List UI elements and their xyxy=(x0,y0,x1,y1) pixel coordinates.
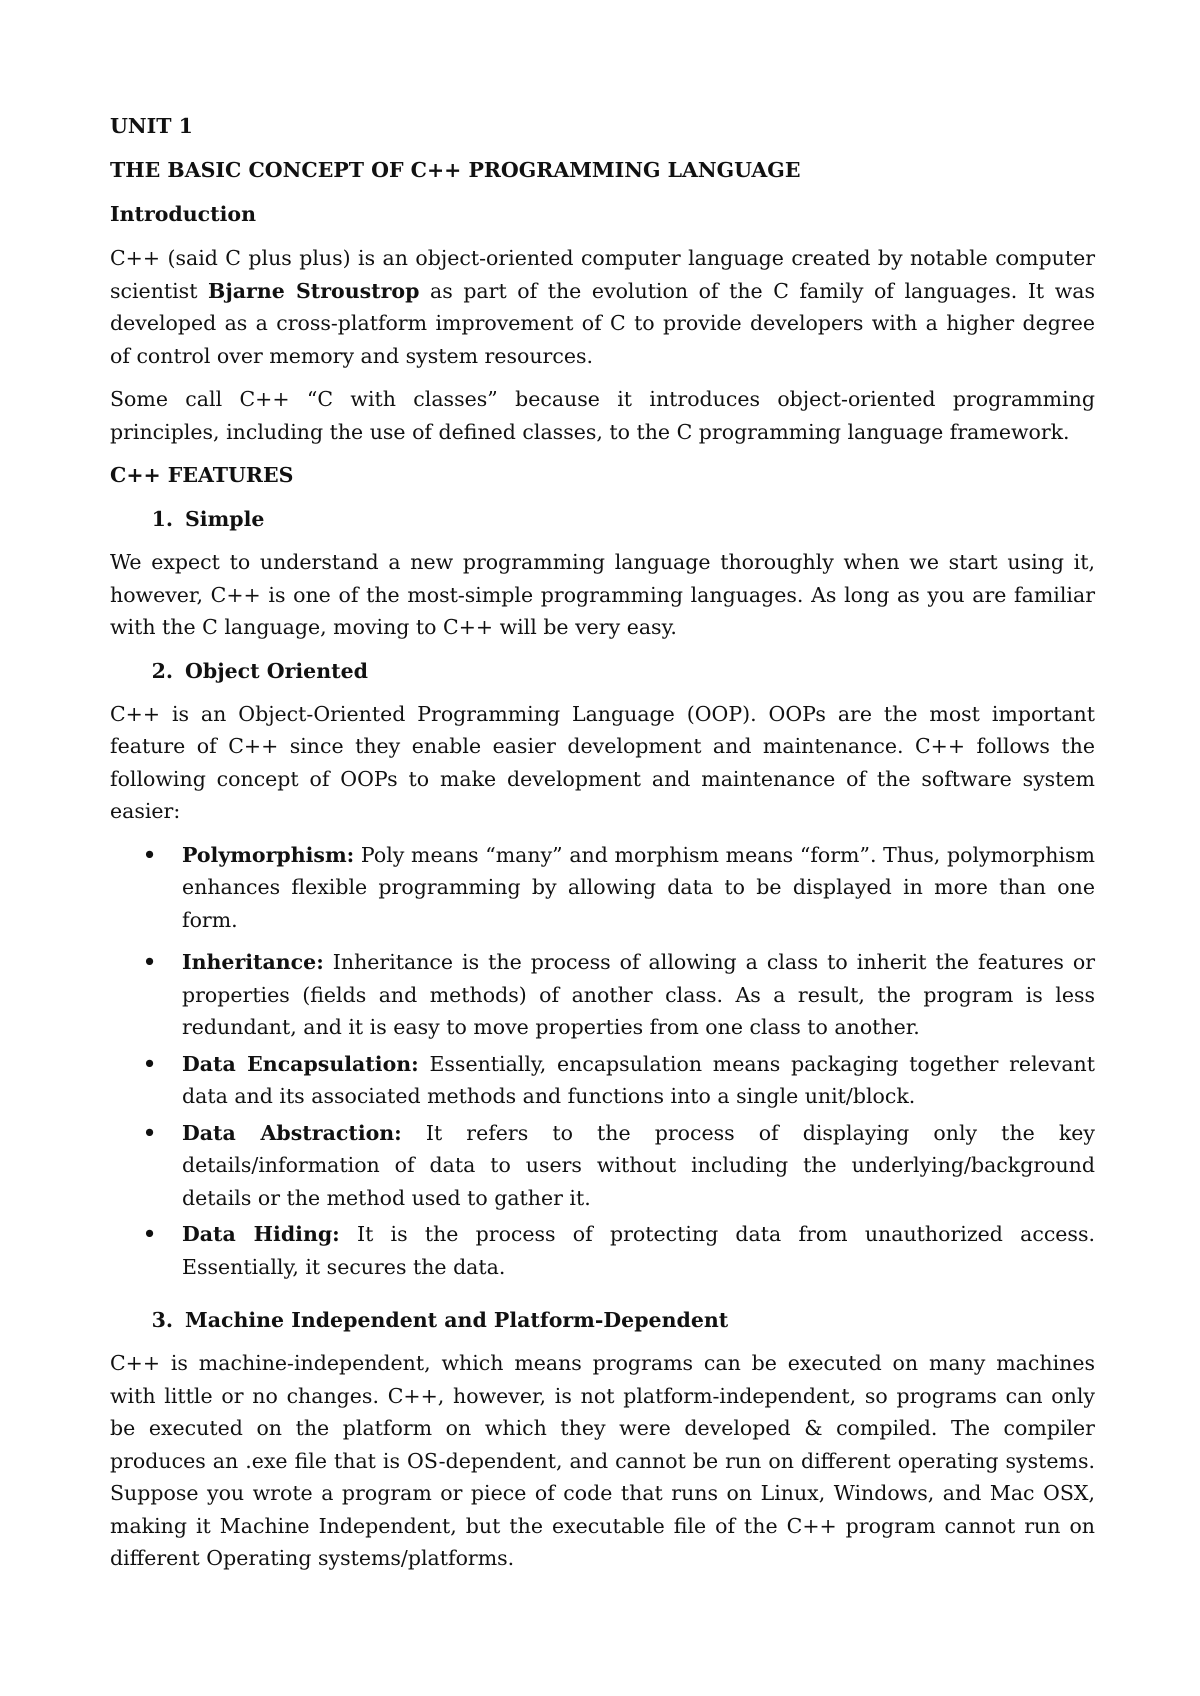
list-item xyxy=(110,1117,1095,1215)
feature-text-machine-independent: C++ is machine-independent, which means programs can be executed on many machines with little or no changes. C++, however, is not platform-independent, so programs can only be executed on the platform on which they were developed & compiled. The compiler produces an .exe file that is OS-dependent, and cannot be run on different operating systems. Suppose you wrote a program or piece of code that runs on Linux, Windows, and Mac OSX, making it Machine Independent, but the executable file of the C++ program cannot run on different Operating systems/platforms. xyxy=(110,1351,1095,1570)
list-item-text xyxy=(182,1048,1095,1113)
bullet-icon: • xyxy=(143,1222,157,1246)
document-body xyxy=(110,110,1095,1586)
intro-text-after: as part of the evolution of the C family of languages. It was developed as a cross-platform improvement of C to provide developers with a higher degree of control over memory and system resources. xyxy=(110,278,1096,368)
list-item-term: Data Hiding: xyxy=(182,1222,340,1246)
feature-text-object-oriented: C++ is an Object-Oriented Programming Language (OOP). OOPs are the most important feature of C++ since they enable easier development and maintenance. C++ follows the following concept of OOPs to make development and maintenance of the software system easier: xyxy=(110,701,1095,823)
list-item-text xyxy=(182,1218,1095,1283)
feature-heading-object-oriented xyxy=(110,655,1095,687)
section-spacer xyxy=(110,1294,1095,1304)
feature-number: 1. xyxy=(151,507,173,531)
feature-title: Machine Independent and Platform-Dependent xyxy=(185,1308,729,1332)
intro-paragraph-2: Some call C++ “C with classes” because it introduces object-oriented programming principles, including the use of defined classes, to the C programming language framework. xyxy=(110,387,1095,444)
list-item-term: Inheritance: xyxy=(182,950,324,974)
list-item-text xyxy=(182,1117,1095,1215)
list-item-term: Polymorphism: xyxy=(182,842,355,867)
bullet-icon: • xyxy=(143,1120,157,1145)
list-item-description: Poly means “many” and morphism means “form”. Thus, polymorphism enhances flexible programming by allowing data to be displayed in more than one form. xyxy=(182,842,1095,932)
list-item-description: Inheritance is the process of allowing a class to inherit the features or properties (fields and methods) of another class. As a result, the program is less redundant, and it is easy to move properties from one class to another. xyxy=(182,950,1095,1039)
bullet-icon: • xyxy=(143,1051,157,1076)
bullet-icon: • xyxy=(143,950,157,974)
list-item-term: Data Abstraction: xyxy=(182,1120,402,1145)
document-title: THE BASIC CONCEPT OF C++ PROGRAMMING LANGUAGE xyxy=(110,158,801,182)
list-item xyxy=(110,1048,1095,1113)
list-item xyxy=(110,839,1095,937)
list-item xyxy=(110,1218,1095,1283)
list-item-text xyxy=(182,839,1095,937)
oop-concepts-list xyxy=(110,839,1095,1284)
list-item xyxy=(110,946,1095,1044)
feature-title: Simple xyxy=(185,507,265,531)
author-name: Bjarne Stroustrop xyxy=(208,278,420,303)
list-item-text xyxy=(182,946,1095,1044)
list-item-description: It is the process of protecting data from unauthorized access. Essentially, it secures the data. xyxy=(182,1222,1095,1279)
feature-number: 2. xyxy=(151,658,173,683)
feature-heading-simple xyxy=(110,503,1095,535)
feature-title: Object Oriented xyxy=(185,658,368,683)
feature-text-simple: We expect to understand a new programming language thoroughly when we start using it, however, C++ is one of the most-simple programming languages. As long as you are familiar with the C language, moving to C++ will be very easy. xyxy=(110,550,1095,639)
list-item-description: It refers to the process of displaying only the key details/information of data to users without including the underlying/background details or the method used to gather it. xyxy=(182,1120,1095,1210)
list-item-description: Essentially, encapsulation means packaging together relevant data and its associated methods and functions into a single unit/block. xyxy=(182,1051,1095,1108)
bullet-icon: • xyxy=(143,842,157,867)
intro-paragraph-1 xyxy=(110,242,1095,372)
feature-number: 3. xyxy=(151,1308,173,1332)
unit-heading: UNIT 1 xyxy=(110,114,193,138)
list-item-term: Data Encapsulation: xyxy=(182,1051,419,1076)
features-heading: C++ FEATURES xyxy=(110,463,294,487)
introduction-heading: Introduction xyxy=(110,202,256,226)
feature-heading-machine-independent xyxy=(110,1304,1095,1336)
intro-text-before: C++ (said C plus plus) is an object-oriented computer language created by notable computer scientist xyxy=(110,246,1095,303)
